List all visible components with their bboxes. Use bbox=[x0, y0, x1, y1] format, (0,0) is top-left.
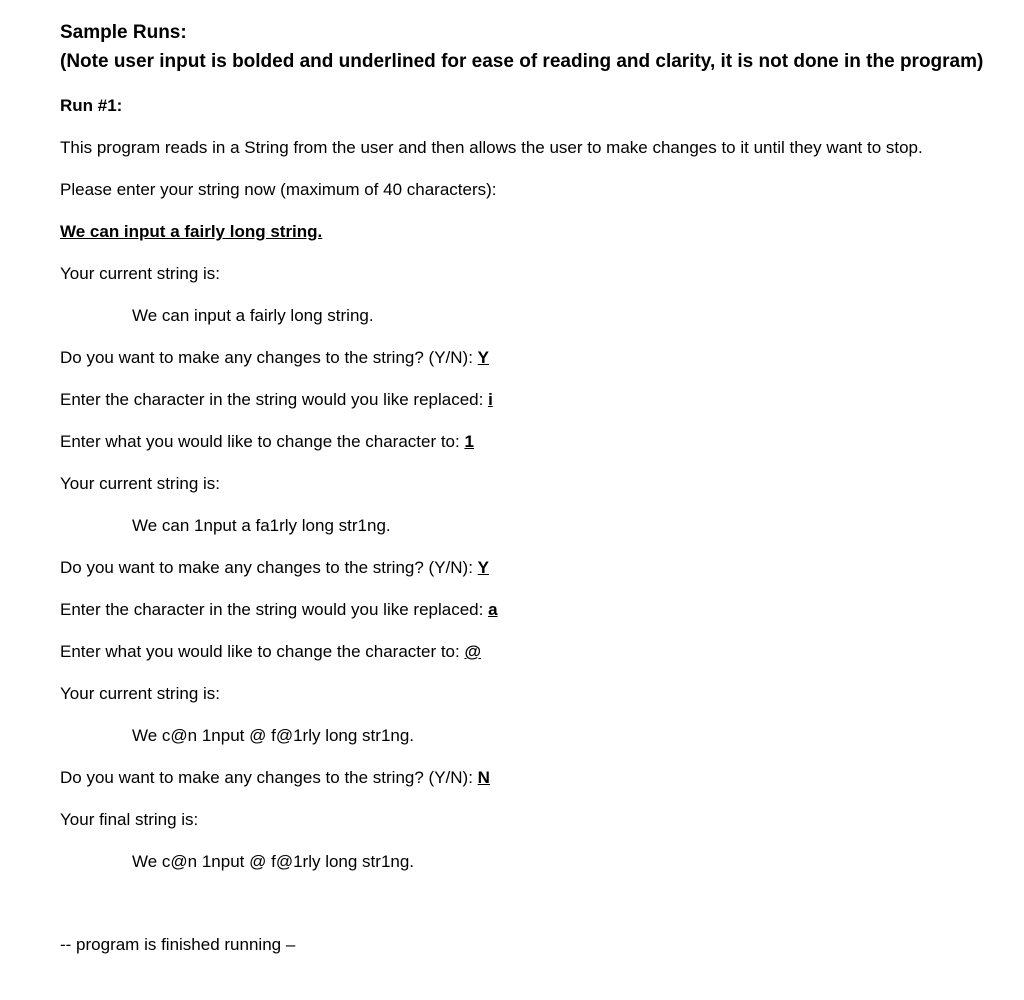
change-question-1-text: Do you want to make any changes to the string? (Y/N): bbox=[60, 348, 478, 367]
enter-string-prompt: Please enter your string now (maximum of 40 characters): bbox=[60, 180, 497, 199]
replace-prompt-2-text: Enter the character in the string would you like replaced: bbox=[60, 600, 489, 619]
change-question-1-input: Y bbox=[477, 348, 489, 367]
change-question-3 bbox=[60, 767, 490, 789]
current-string-value-2: We can 1nput a fa1rly long str1ng. bbox=[132, 516, 391, 535]
footer-text: -- program is finished running – bbox=[60, 935, 296, 954]
replace-prompt-1-text: Enter the character in the string would you like replaced: bbox=[60, 390, 489, 409]
change-to-prompt-1-input: 1 bbox=[464, 432, 474, 451]
change-question-3-text: Do you want to make any changes to the string? (Y/N): bbox=[60, 768, 478, 787]
change-question-2 bbox=[60, 557, 489, 579]
current-string-value-1: We can input a fairly long string. bbox=[132, 306, 374, 325]
current-string-label-2: Your current string is: bbox=[60, 474, 220, 493]
replace-prompt-2-input: a bbox=[488, 600, 498, 619]
current-string-value-3: We c@n 1nput @ f@1rly long str1ng. bbox=[132, 726, 415, 745]
change-to-prompt-1-text: Enter what you would like to change the character to: bbox=[60, 432, 465, 451]
final-string-value: We c@n 1nput @ f@1rly long str1ng. bbox=[132, 852, 415, 871]
change-question-2-input: Y bbox=[477, 558, 489, 577]
change-question-1 bbox=[60, 347, 489, 369]
replace-prompt-1 bbox=[60, 389, 493, 411]
current-string-label-1: Your current string is: bbox=[60, 264, 220, 283]
intro-text: This program reads in a String from the user and then allows the user to make changes to it until they want to stop. bbox=[60, 138, 923, 157]
change-to-prompt-2-input: @ bbox=[464, 642, 482, 661]
final-string-label: Your final string is: bbox=[60, 810, 199, 829]
replace-prompt-1-input: i bbox=[488, 390, 493, 409]
note: (Note user input is bolded and underlined for ease of reading and clarity, it is not done in the program) bbox=[60, 51, 984, 72]
replace-prompt-2 bbox=[60, 599, 498, 621]
user-input-string: We can input a fairly long string. bbox=[60, 222, 323, 241]
run-label: Run #1: bbox=[60, 96, 123, 115]
change-to-prompt-2-text: Enter what you would like to change the character to: bbox=[60, 642, 465, 661]
change-to-prompt-1 bbox=[60, 431, 474, 453]
change-question-2-text: Do you want to make any changes to the string? (Y/N): bbox=[60, 558, 478, 577]
current-string-label-3: Your current string is: bbox=[60, 684, 220, 703]
change-question-3-input: N bbox=[477, 768, 490, 787]
change-to-prompt-2 bbox=[60, 641, 481, 663]
title: Sample Runs: bbox=[60, 22, 187, 43]
